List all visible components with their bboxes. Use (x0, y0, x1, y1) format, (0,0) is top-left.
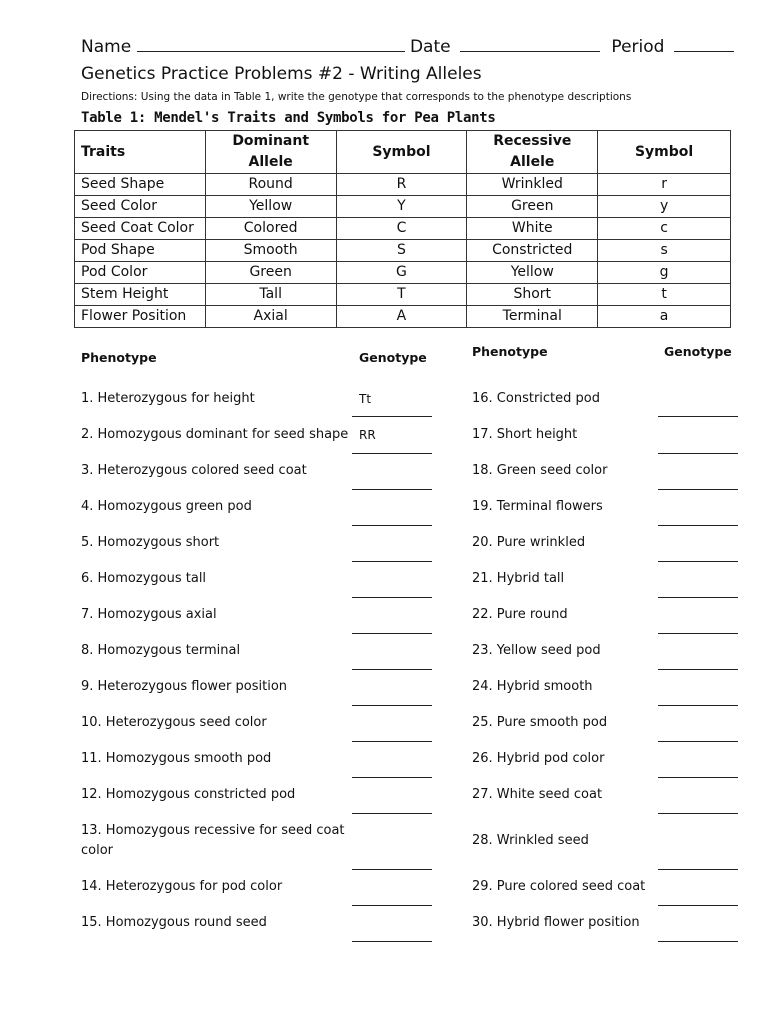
table-cell: Green (467, 196, 598, 218)
question-text: 4. Homozygous green pod (81, 499, 252, 514)
genotype-answer-line[interactable] (658, 941, 738, 942)
genotype-answer-line[interactable] (658, 813, 738, 814)
question-text: 28. Wrinkled seed (472, 833, 589, 848)
genotype-answer-line[interactable] (658, 741, 738, 742)
genotype-answer-line[interactable] (352, 941, 432, 942)
genotype-answer-line[interactable] (352, 489, 432, 490)
genotype-answer-line[interactable] (658, 416, 738, 417)
genotype-answer-line[interactable] (352, 705, 432, 706)
question-text: 11. Homozygous smooth pod (81, 751, 272, 766)
question-text: 23. Yellow seed pod (472, 643, 601, 658)
table-row (75, 262, 731, 284)
genotype-answer-line[interactable] (352, 453, 432, 454)
table-header-cell: Symbol (336, 131, 467, 174)
question-text: 14. Heterozygous for pod color (81, 879, 283, 894)
question-text: 5. Homozygous short (81, 535, 220, 550)
table-cell: Constricted (467, 240, 598, 262)
question-text: 27. White seed coat (472, 787, 603, 802)
genotype-answer-line[interactable] (658, 777, 738, 778)
table-header-cell: Symbol (598, 131, 731, 174)
table-row (75, 284, 731, 306)
table-cell: y (598, 196, 731, 218)
table-cell: Round (205, 174, 336, 196)
question-text: 20. Pure wrinkled (472, 535, 586, 550)
header-line (81, 37, 734, 57)
table-row (75, 240, 731, 262)
table-row (75, 196, 731, 218)
question-text: 6. Homozygous tall (81, 571, 207, 586)
table-cell: Terminal (467, 306, 598, 328)
genotype-answer-line[interactable] (658, 905, 738, 906)
table-title: Table 1: Mendel's Traits and Symbols for Pea Plants (81, 110, 496, 126)
question-text: 19. Terminal flowers (472, 499, 603, 514)
table-cell: g (598, 262, 731, 284)
table-cell: s (598, 240, 731, 262)
genotype-answer-line[interactable] (352, 741, 432, 742)
question-text: 10. Heterozygous seed color (81, 715, 267, 730)
table-cell: Wrinkled (467, 174, 598, 196)
left-genotype-header: Genotype (359, 350, 427, 365)
table-cell: c (598, 218, 731, 240)
genotype-answer-line[interactable] (658, 669, 738, 670)
genotype-answer-line[interactable] (658, 561, 738, 562)
period-label: Period (611, 37, 665, 57)
table-row (75, 306, 731, 328)
table-cell: C (336, 218, 467, 240)
name-label: Name (81, 37, 132, 57)
genotype-answer-line[interactable] (352, 905, 432, 906)
table-cell: Axial (205, 306, 336, 328)
table-cell: Tall (205, 284, 336, 306)
table-cell: t (598, 284, 731, 306)
question-text: 2. Homozygous dominant for seed shape (81, 427, 349, 442)
table-cell: a (598, 306, 731, 328)
table-cell: Seed Shape (75, 174, 206, 196)
table-cell: Smooth (205, 240, 336, 262)
table-cell: Pod Color (75, 262, 206, 284)
table-header-cell: Traits (75, 131, 206, 174)
question-text: 21. Hybrid tall (472, 571, 565, 586)
genotype-answer-line[interactable] (352, 777, 432, 778)
genotype-answer-line[interactable] (352, 416, 432, 417)
right-phenotype-header: Phenotype (472, 344, 548, 359)
date-field[interactable] (460, 37, 600, 52)
question-text: 26. Hybrid pod color (472, 751, 605, 766)
question-text: 24. Hybrid smooth (472, 679, 593, 694)
table-cell: Y (336, 196, 467, 218)
question-text: 16. Constricted pod (472, 391, 600, 406)
table-header-cell: Recessive Allele (467, 131, 598, 174)
genotype-answer[interactable]: RR (359, 428, 376, 442)
question-text: 30. Hybrid flower position (472, 915, 640, 930)
genotype-answer-line[interactable] (352, 669, 432, 670)
genotype-answer-line[interactable] (352, 597, 432, 598)
genotype-answer-line[interactable] (658, 525, 738, 526)
question-text: 25. Pure smooth pod (472, 715, 608, 730)
table-cell: Colored (205, 218, 336, 240)
question-text: 7. Homozygous axial (81, 607, 217, 622)
left-phenotype-header: Phenotype (81, 350, 157, 365)
genotype-answer-line[interactable] (352, 813, 432, 814)
question-text: 22. Pure round (472, 607, 568, 622)
table-row (75, 218, 731, 240)
genotype-answer-line[interactable] (658, 705, 738, 706)
question-text: 29. Pure colored seed coat (472, 879, 646, 894)
genotype-answer-line[interactable] (658, 869, 738, 870)
table-cell: Seed Coat Color (75, 218, 206, 240)
question-text: 12. Homozygous constricted pod (81, 787, 296, 802)
table-cell: Yellow (467, 262, 598, 284)
table-cell: r (598, 174, 731, 196)
table-cell: Pod Shape (75, 240, 206, 262)
table-header-row (75, 131, 731, 174)
table-cell: Short (467, 284, 598, 306)
traits-table (74, 130, 731, 328)
genotype-answer-line[interactable] (352, 869, 432, 870)
genotype-answer-line[interactable] (352, 561, 432, 562)
table-cell: Flower Position (75, 306, 206, 328)
date-label: Date (409, 37, 451, 57)
page-title: Genetics Practice Problems #2 - Writing Alleles (81, 64, 482, 84)
table-row (75, 174, 731, 196)
table-cell: A (336, 306, 467, 328)
genotype-answer-line[interactable] (658, 597, 738, 598)
question-text: 3. Heterozygous colored seed coat (81, 463, 307, 478)
table-cell: Seed Color (75, 196, 206, 218)
genotype-answer-line[interactable] (352, 525, 432, 526)
table-cell: R (336, 174, 467, 196)
table-header-cell: Dominant Allele (205, 131, 336, 174)
question-text: 1. Heterozygous for height (81, 391, 255, 406)
table-cell: White (467, 218, 598, 240)
question-text: 18. Green seed color (472, 463, 608, 478)
name-field[interactable] (137, 37, 405, 52)
table-cell: G (336, 262, 467, 284)
period-field[interactable] (674, 37, 734, 52)
table-cell: Green (205, 262, 336, 284)
question-text: 13. Homozygous recessive for seed coat (81, 823, 345, 838)
question-text: 15. Homozygous round seed (81, 915, 267, 930)
genotype-answer-line[interactable] (658, 633, 738, 634)
question-text: 9. Heterozygous flower position (81, 679, 288, 694)
right-genotype-header: Genotype (664, 344, 732, 359)
genotype-answer-line[interactable] (658, 453, 738, 454)
genotype-answer-line[interactable] (352, 633, 432, 634)
genotype-answer[interactable]: Tt (359, 392, 372, 406)
table-cell: T (336, 284, 467, 306)
question-text: 8. Homozygous terminal (81, 643, 241, 658)
question-text: 17. Short height (472, 427, 578, 442)
table-cell: Stem Height (75, 284, 206, 306)
genotype-answer-line[interactable] (658, 489, 738, 490)
table-cell: S (336, 240, 467, 262)
directions-text: Directions: Using the data in Table 1, write the genotype that corresponds to the phenotype descriptions (81, 91, 632, 103)
question-text-continued: color (81, 843, 114, 858)
table-cell: Yellow (205, 196, 336, 218)
